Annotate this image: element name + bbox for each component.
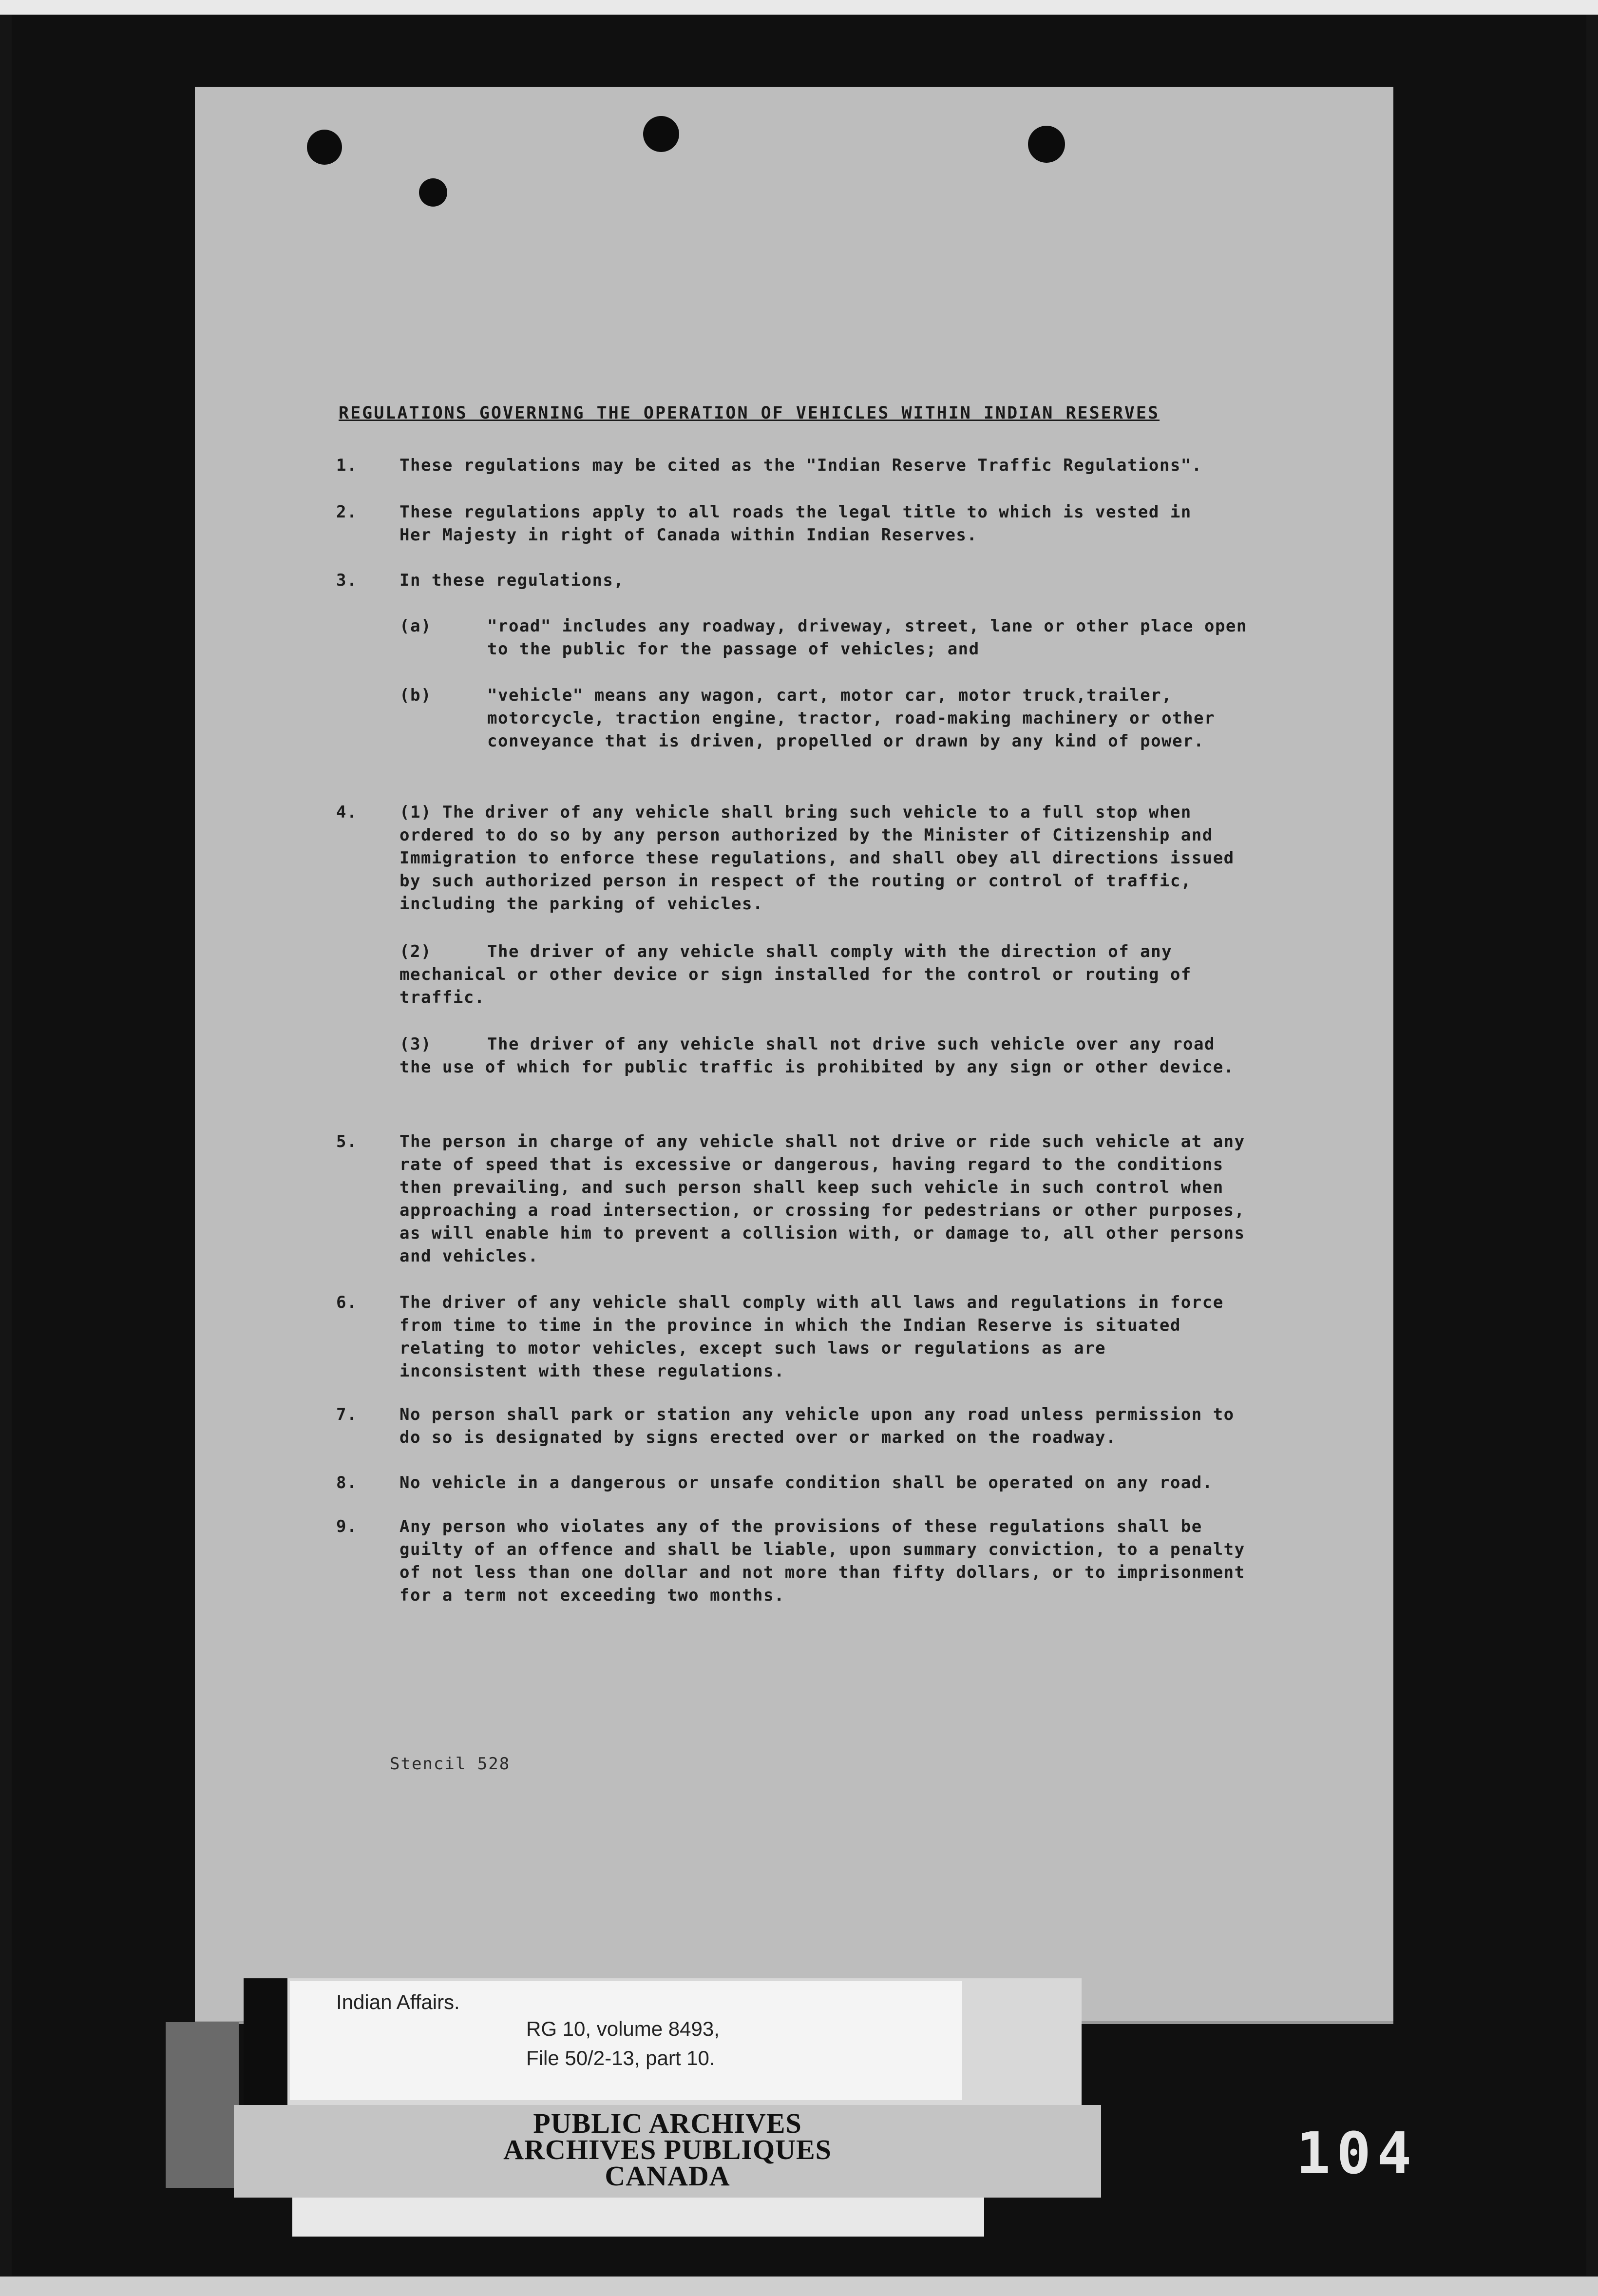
paragraph-number: 4. — [336, 803, 358, 822]
paragraph-text: In these regulations, — [400, 571, 625, 590]
frame-number: 104 — [1296, 2120, 1418, 2187]
definition-text: "vehicle" means any wagon, cart, motor car, motor truck,trailer, motorcycle, traction engine, tractor, road-making machinery or other conveyance that is driven, propelled or drawn by any kind of power. — [487, 686, 1215, 751]
subsection-4-3 — [400, 1033, 1237, 1106]
paragraph-text: No person shall park or station any vehicle upon any road unless permission to do so is designated by signs erected over or marked on the roadway. — [400, 1405, 1235, 1447]
punch-hole — [643, 116, 679, 152]
paragraph-number: 6. — [336, 1293, 358, 1312]
paragraph-number: 7. — [336, 1405, 358, 1424]
definition-label: (b) — [400, 686, 432, 705]
paragraph-8 — [336, 1472, 1262, 1501]
label-bottom-tab — [292, 2198, 984, 2237]
paragraph-2 — [336, 501, 1262, 550]
public-archives-label — [234, 2105, 1101, 2198]
definition-label: (a) — [400, 616, 432, 636]
paragraph-number: 8. — [336, 1473, 358, 1492]
archive-reference-label — [290, 1981, 962, 2100]
paragraph-9 — [336, 1515, 1262, 1613]
subsection-4-2 — [400, 940, 1237, 1014]
definition-b — [400, 684, 1237, 782]
paragraph-6 — [336, 1291, 1262, 1384]
reference-line-1: RG 10, volume 8493, — [526, 2017, 720, 2040]
subsection-label: (3) — [400, 1034, 432, 1054]
paragraph-text: These regulations apply to all roads the legal title to which is vested in Her Majesty in right of Canada within Indian Reserves. — [400, 502, 1192, 545]
definition-a — [400, 615, 1247, 664]
paragraph-number: 3. — [336, 571, 358, 590]
punch-hole — [307, 130, 342, 165]
label-holder — [166, 2022, 239, 2188]
paragraph-text: The driver of any vehicle shall comply with all laws and regulations in force from time to time in the province in which the Indian Reserve is situated relating to motor vehicles, except such laws or regulations as are inconsistent with these regulations. — [400, 1293, 1224, 1381]
archives-line-1: PUBLIC ARCHIVES — [533, 2107, 802, 2139]
archives-line-3: CANADA — [605, 2160, 730, 2192]
paragraph-number: 5. — [336, 1132, 358, 1151]
reference-line-2: File 50/2-13, part 10. — [526, 2047, 715, 2069]
paragraph-3 — [336, 569, 1262, 598]
definition-text: "road" includes any roadway, driveway, street, lane or other place open to the public for the passage of vehicles; and — [487, 616, 1247, 659]
paragraph-5 — [336, 1130, 1262, 1277]
punch-hole — [1028, 126, 1065, 163]
punch-hole — [419, 178, 447, 207]
subsection-text: The driver of any vehicle shall not drive such vehicle over any road the use of which for public traffic is prohibited by any sign or other device. — [400, 1034, 1235, 1077]
archives-line-2: ARCHIVES PUBLIQUES — [503, 2134, 832, 2165]
paragraph-number: 1. — [336, 456, 358, 475]
paragraph-text: Any person who violates any of the provisions of these regulations shall be guilty of an offence and shall be liable, upon summary conviction, to a penalty of not less than one dollar and not more than fifty dollars, or to imprisonment for a term not exceeding two months. — [400, 1517, 1245, 1605]
subsection-label: (2) — [400, 942, 432, 961]
paragraph-7 — [336, 1403, 1262, 1452]
paragraph-text: The person in charge of any vehicle shall not drive or ride such vehicle at any rate of speed that is excessive or dangerous, having regard to the conditions then prevailing, and such person shall keep such vehicle in such control when approaching a road intersection, or crossing for pedestrians or other purposes, as will enable him to prevent a collision with, or damage to, all other persons and vehicles. — [400, 1132, 1245, 1266]
subsection-text: The driver of any vehicle shall comply with the direction of any mechanical or other device or sign installed for the control or routing of traffic. — [400, 942, 1192, 1007]
paragraph-text: (1) The driver of any vehicle shall bring such vehicle to a full stop when ordered to do so by any person authorized by the Minister of Citizenship and Immigration to enforce these regulations, and shall obey all directions issued by such authorized person in respect of the routing or control of traffic, including the parking of vehicles. — [400, 803, 1235, 914]
document-title: REGULATIONS GOVERNING THE OPERATION OF VEHICLES WITHIN INDIAN RESERVES — [339, 403, 1160, 423]
paragraph-text: No vehicle in a dangerous or unsafe condition shall be operated on any road. — [400, 1473, 1213, 1492]
film-edge-bottom — [0, 2277, 1598, 2296]
paragraph-number: 2. — [336, 502, 358, 522]
paragraph-1 — [336, 454, 1262, 483]
paragraph-number: 9. — [336, 1517, 358, 1536]
agency-name: Indian Affairs. — [336, 1990, 460, 2013]
film-edge-top — [0, 0, 1598, 15]
paragraph-4 — [336, 801, 1262, 928]
paragraph-text: These regulations may be cited as the "Indian Reserve Traffic Regulations". — [400, 456, 1202, 475]
stencil-number: Stencil 528 — [390, 1754, 511, 1774]
